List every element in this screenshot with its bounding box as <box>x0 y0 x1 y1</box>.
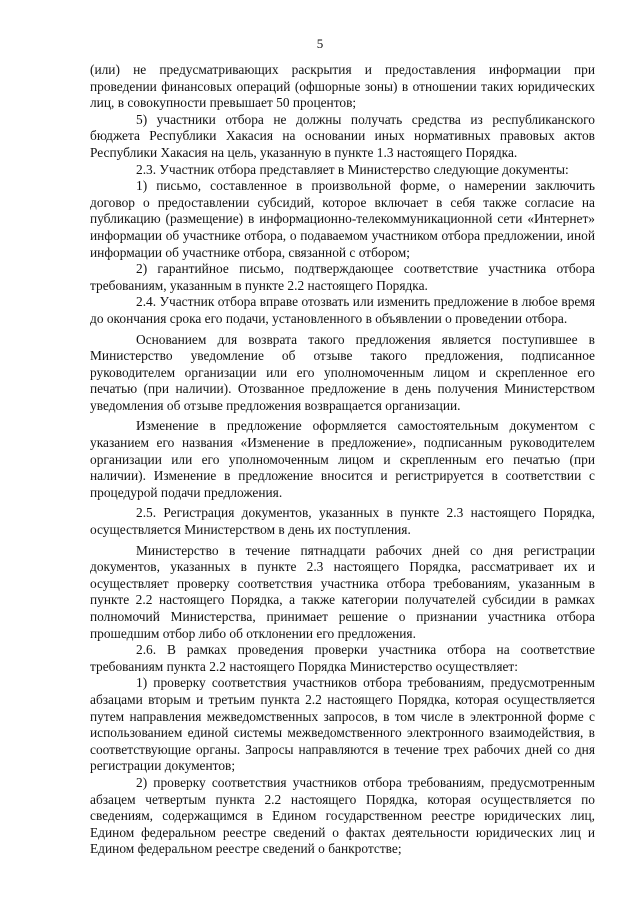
paragraph-2-3-item-2: 2) гарантийное письмо, подтверждающее соответствие участника отбора требованиям, указанным в пункте 2.2 настоящего Порядка. <box>90 261 595 293</box>
document-body <box>90 62 595 858</box>
paragraph-item-5: 5) участники отбора не должны получать средства из республиканского бюджета Республики Хакасия на основании иных нормативных правовых актов Республики Хакасия на цель, указанную в пункте 1.3 настоящего Порядка. <box>90 111 595 160</box>
paragraph-2-3-item-1: 1) письмо, составленное в произвольной форме, о намерении заключить договор о предоставлении субсидий, которое включает в себя также согласие на публикацию (размещение) в информационно-телекоммуникационной сети «Интернет» информации об участнике отбора, о подаваемом участником отбора предложении, иной информации об участнике отбора, связанной с отбором; <box>90 178 595 260</box>
paragraph-2-6-item-1: 1) проверку соответствия участников отбора требованиям, предусмотренным абзацами вторым и третьим пункта 2.2 настоящего Порядка, которая осуществляется путем направления межведомственных запросов, в том числе в электронной форме с использованием единой системы межведомственного электронного взаимодействия, в соответствующие органы. Запросы направляются в течение трех рабочих дней со дня регистрации документов; <box>90 675 595 774</box>
paragraph-2-6: 2.6. В рамках проведения проверки участника отбора на соответствие требованиям пункта 2.2 настоящего Порядка Министерство осуществляет: <box>90 642 595 674</box>
paragraph-2-6-item-2: 2) проверку соответствия участников отбора требованиям, предусмотренным абзацем четвертым пункта 2.2 настоящего Порядка, которая осуществляется по сведениям, содержащимся в Едином государственном реестре юридических лиц, Едином федеральном реестре сведений о фактах деятельности юридических лиц и Едином федеральном реестре сведений о банкротстве; <box>90 774 595 857</box>
paragraph-ministry-review: Министерство в течение пятнадцати рабочих дней со дня регистрации документов, указанных в пункте 2.3 настоящего Порядка, рассматривает их и осуществляет проверку соответствия участника отбора требованиям, указанным в пункте 2.2 настоящего Порядка, а также категории получателей субсидии в рамках полномочий Министерства, принимает решение о признании участника отбора прошедшим отбор либо об отклонении его предложения. <box>90 542 595 641</box>
page-number: 5 <box>316 36 324 51</box>
paragraph-return-basis: Основанием для возврата такого предложения является поступившее в Министерство уведомление об отзыве такого предложения, подписанное руководителем организации или его уполномоченным лицом и скрепленное его печатью (при наличии). Отозванное предложение в день получения Министерством уведомления об отзыве предложения возвращается организации. <box>90 331 595 413</box>
paragraph-2-3: 2.3. Участник отбора представляет в Министерство следующие документы: <box>136 161 569 177</box>
paragraph-continuation: (или) не предусматривающих раскрытия и предоставления информации при проведении финансовых операций (офшорные зоны) в отношении таких юридических лиц, в совокупности превышает 50 процентов; <box>90 62 595 111</box>
paragraph-2-5: 2.5. Регистрация документов, указанных в пункте 2.3 настоящего Порядка, осуществляется Министерством в день их поступления. <box>90 505 595 538</box>
paragraph-change-proposal: Изменение в предложение оформляется самостоятельным документом с указанием его названия «Изменение в предложение», подписанным руководителем организации или его уполномоченным лицом и скрепленным его печатью (при наличии). Изменение в предложение вносится и регистрируется в соответствии с процедурой подачи предложения. <box>90 418 595 500</box>
paragraph-2-4: 2.4. Участник отбора вправе отозвать или изменить предложение в любое время до окончания срока его подачи, установленного в объявлении о проведении отбора. <box>90 294 595 326</box>
